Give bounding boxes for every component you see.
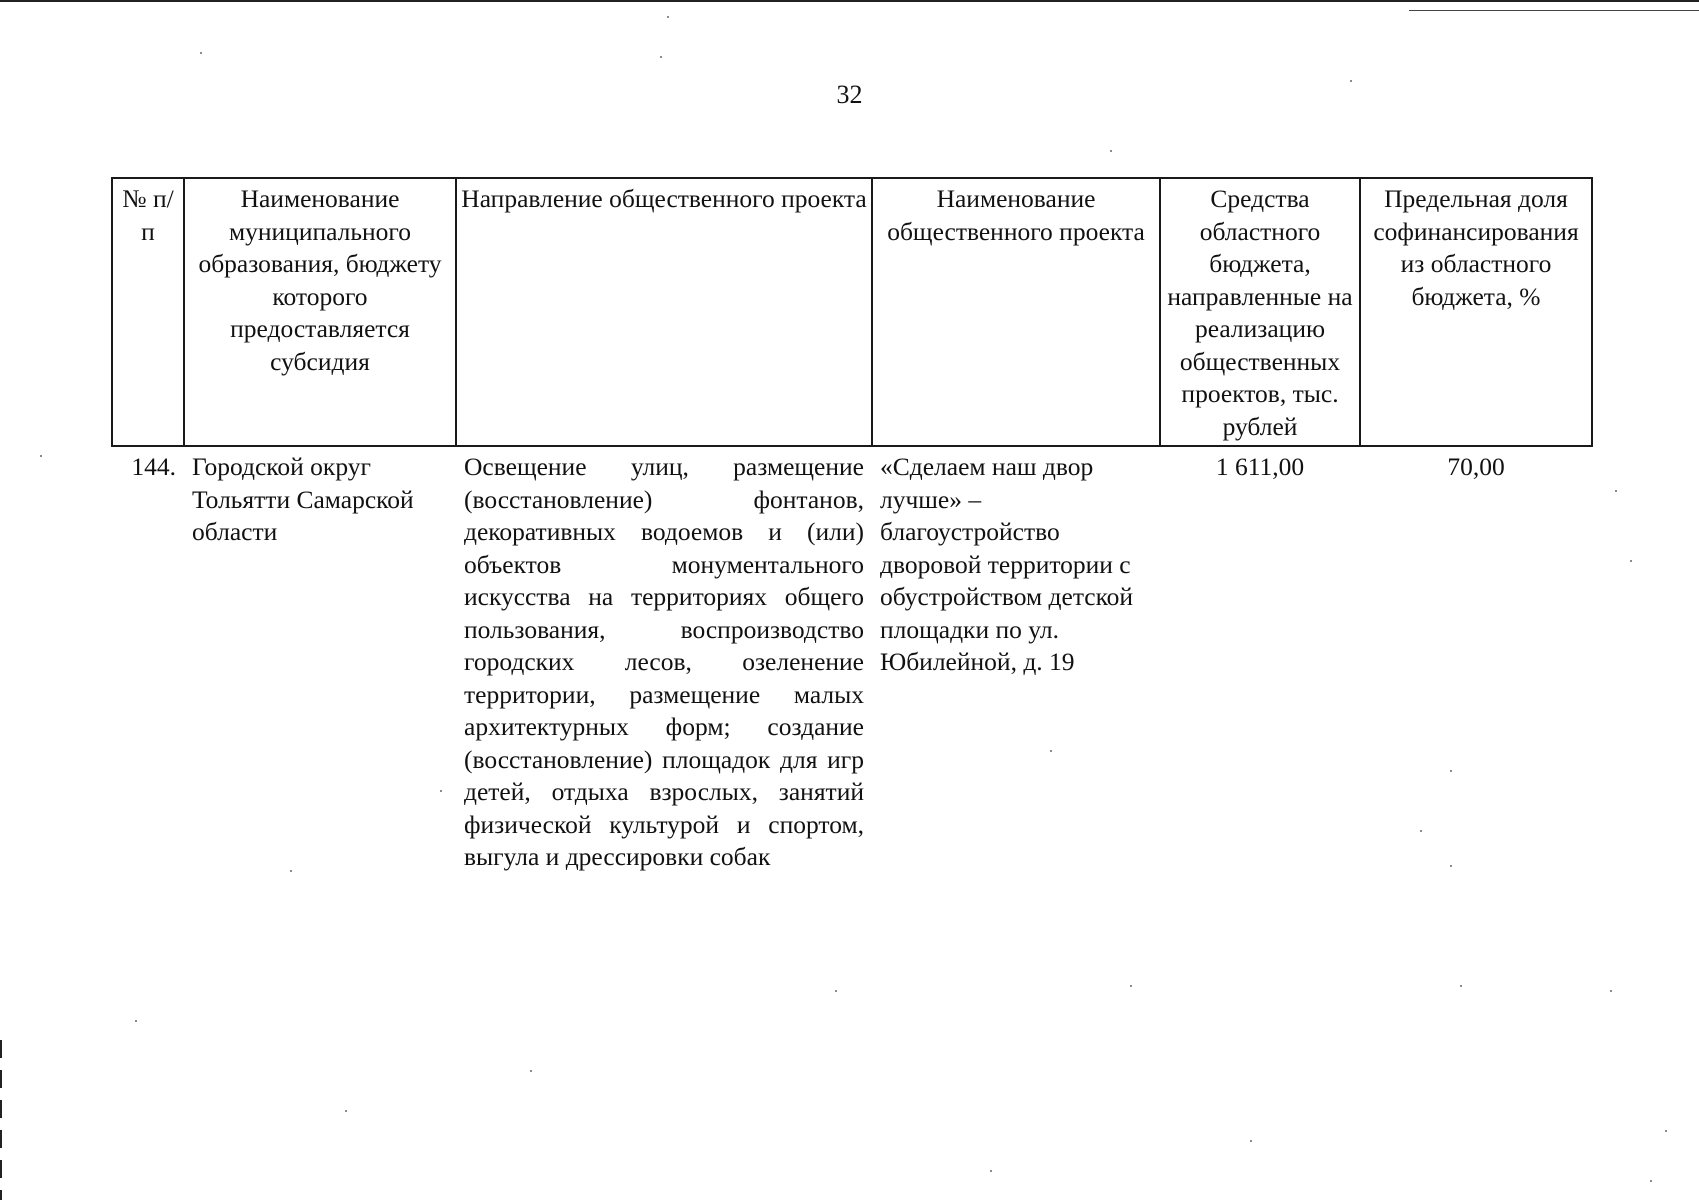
header-num: № п/п: [112, 178, 184, 446]
cell-municipality: Городской округ Тольятти Самарской области: [192, 452, 414, 546]
header-municipality: Наименование муниципального образования, бюджету которого предоставляется субсидия: [184, 178, 456, 446]
scan-speck: [990, 1170, 992, 1172]
cell-project: «Сделаем наш двор лучше» – благоустройство дворовой территории с обустройством детской площадки по ул. Юбилейной, д. 19: [880, 452, 1134, 676]
subsidy-table: [111, 177, 1593, 874]
scan-speck: [1110, 150, 1112, 152]
scan-speck: [1615, 490, 1617, 492]
scan-left-edge-marks: [0, 1040, 2, 1200]
scan-speck: [440, 790, 442, 792]
scan-speck: [1130, 985, 1132, 987]
table-row: [112, 446, 1592, 874]
scan-speck: [1050, 750, 1052, 752]
scan-top-edge: [0, 0, 1699, 2]
scan-speck: [1650, 1180, 1652, 1182]
header-direction: Направление общественного проекта: [456, 178, 872, 446]
cell-direction: Освещение улиц, размещение (восстановление) фонтанов, декоративных водоемов и (или) объектов монументального искусства на территориях общего пользования, воспроизводство городских лесов, озеленение территории, размещение малых архитектурных форм; создание (восстановление) площадок для игр детей, отдыха взрослых, занятий физической культурой и спортом, выгула и дрессировки собак: [464, 452, 864, 871]
header-share: Предельная доля софинансирования из областного бюджета, %: [1360, 178, 1592, 446]
scan-speck: [1460, 985, 1462, 987]
scan-top-right-rule: [1409, 10, 1699, 11]
scan-speck: [1350, 80, 1352, 82]
scan-speck: [1630, 560, 1632, 562]
table-header-row: [112, 178, 1592, 446]
scan-speck: [1450, 770, 1452, 772]
scan-speck: [1250, 1140, 1252, 1142]
scan-speck: [1610, 990, 1612, 992]
cell-share: 70,00: [1447, 452, 1505, 481]
header-project: Наименование общественного проекта: [872, 178, 1160, 446]
page-number: 32: [836, 80, 863, 109]
scan-speck: [1665, 1130, 1667, 1132]
scan-speck: [835, 990, 837, 992]
scan-speck: [40, 455, 42, 457]
scan-speck: [667, 16, 669, 18]
cell-num: 144.: [131, 452, 176, 481]
header-funds: Средства областного бюджета, направленные на реализацию общественных проектов, тыс. рублей: [1160, 178, 1360, 446]
scan-speck: [530, 1070, 532, 1072]
scan-speck: [1420, 830, 1422, 832]
scan-speck: [290, 870, 292, 872]
scan-speck: [1450, 865, 1452, 867]
scan-speck: [660, 56, 662, 58]
scan-speck: [135, 1020, 137, 1022]
scan-speck: [200, 52, 202, 54]
cell-funds: 1 611,00: [1215, 452, 1305, 481]
scan-speck: [345, 1110, 347, 1112]
